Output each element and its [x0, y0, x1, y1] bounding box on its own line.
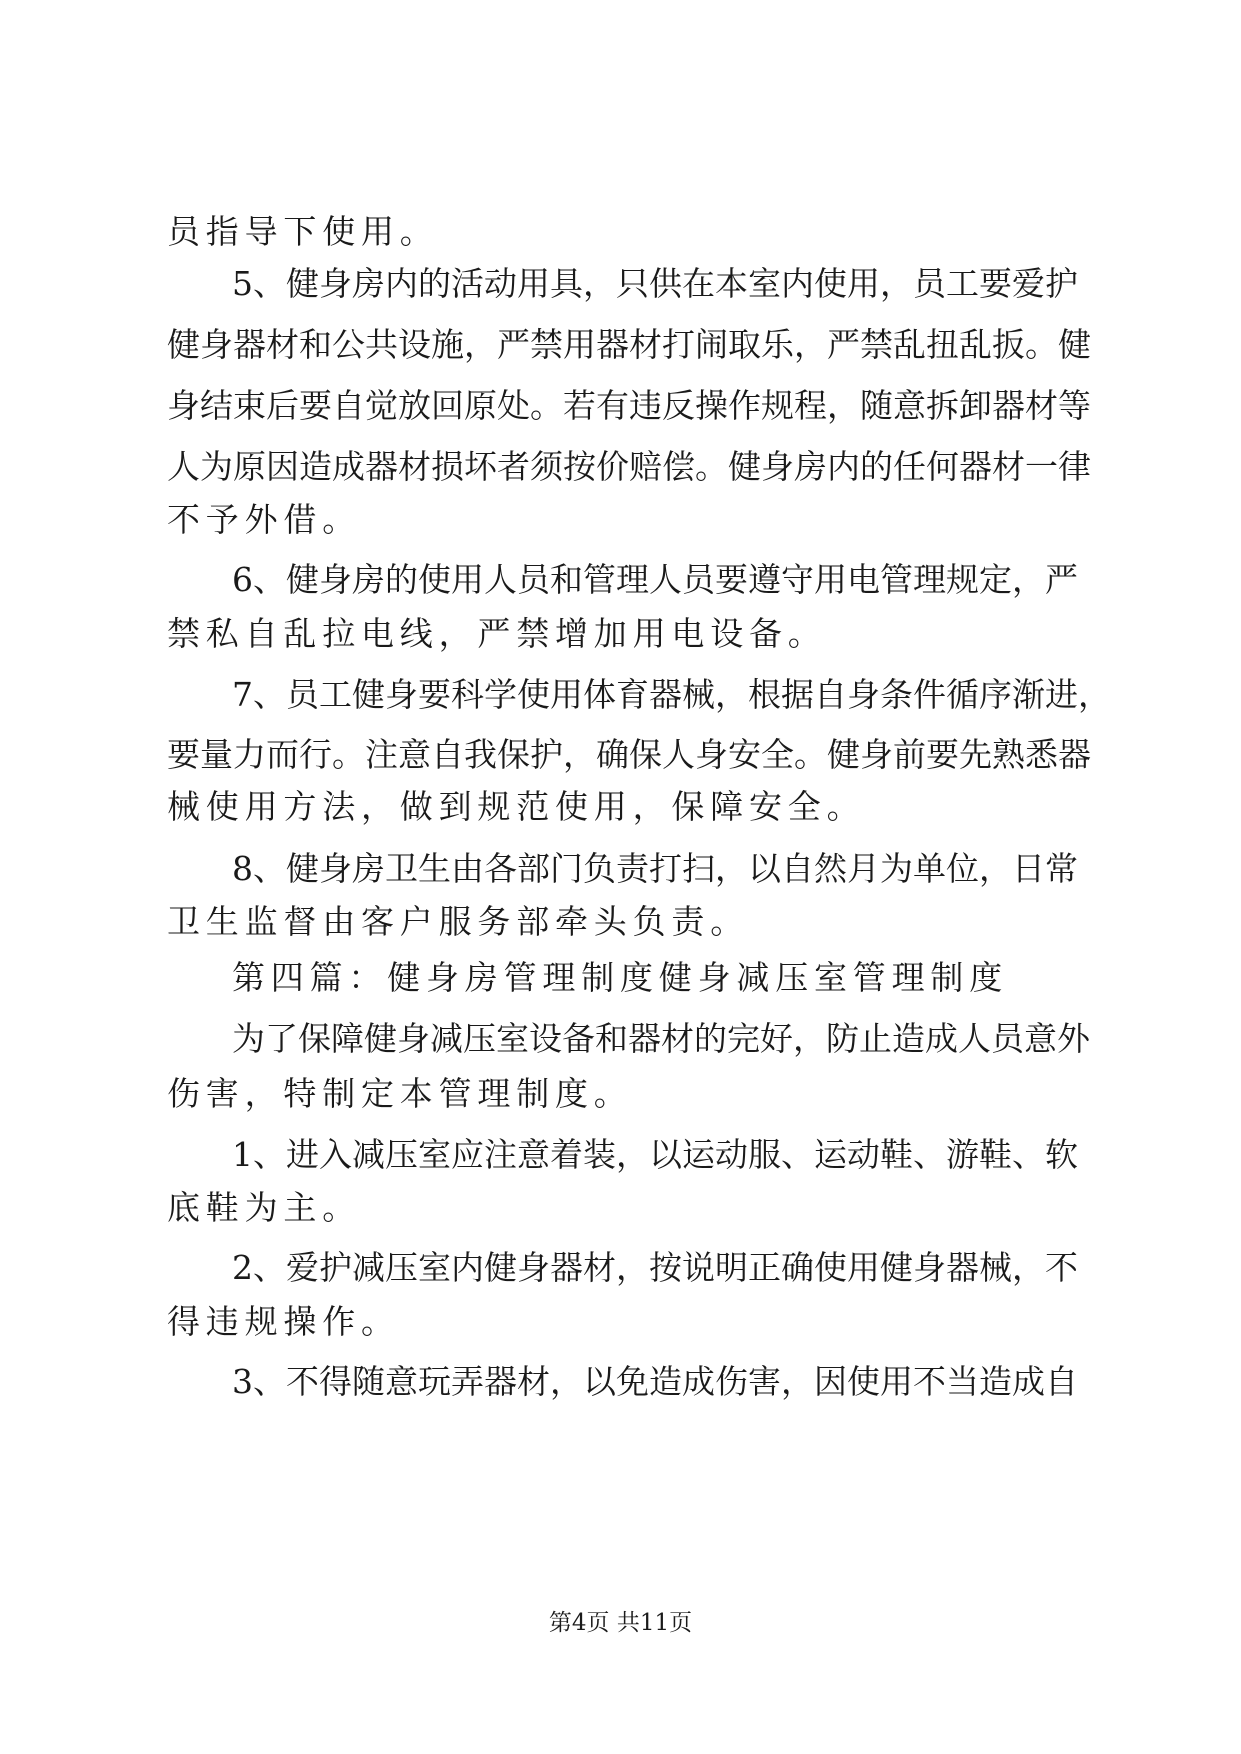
text-line: 要量力而行。注意自我保护，确保人身安全。健身前要先熟悉器: [167, 735, 1091, 774]
text-line: 底鞋为主。: [167, 1188, 361, 1227]
text-line: 械使用方法，做到规范使用，保障安全。: [167, 787, 866, 826]
text-line: 为了保障健身减压室设备和器材的完好，防止造成人员意外: [232, 1019, 1090, 1058]
section-heading: 第四篇：健身房管理制度健身减压室管理制度: [232, 958, 1008, 997]
text-line: 员指导下使用。: [167, 212, 439, 251]
page-number-footer: 第4页 共11页: [548, 1610, 693, 1636]
text-line: 卫生监督由客户服务部牵头负责。: [167, 902, 749, 941]
text-line: 不予外借。: [167, 500, 361, 539]
text-line: 8、健身房卫生由各部门负责打扫，以自然月为单位，日常: [232, 849, 1078, 888]
text-line: 2、爱护减压室内健身器材，按说明正确使用健身器械，不: [232, 1248, 1078, 1287]
text-line: 7、员工健身要科学使用体育器械，根据自身条件循序渐进，: [232, 675, 1111, 714]
text-line: 得违规操作。: [167, 1302, 400, 1341]
text-line: 伤害，特制定本管理制度。: [167, 1074, 633, 1113]
text-line: 6、健身房的使用人员和管理人员要遵守用电管理规定，严: [232, 560, 1078, 599]
text-line: 禁私自乱拉电线，严禁增加用电设备。: [167, 614, 827, 653]
text-line: 5、健身房内的活动用具，只供在本室内使用，员工要爱护: [232, 264, 1078, 303]
text-line: 身结束后要自觉放回原处。若有违反操作规程，随意拆卸器材等: [167, 386, 1091, 425]
text-line: 1、进入减压室应注意着装，以运动服、运动鞋、游鞋、软: [232, 1135, 1078, 1174]
text-line: 健身器材和公共设施，严禁用器材打闹取乐，严禁乱扭乱扳。健: [167, 325, 1091, 364]
text-line: 人为原因造成器材损坏者须按价赔偿。健身房内的任何器材一律: [167, 447, 1091, 486]
text-line: 3、不得随意玩弄器材，以免造成伤害，因使用不当造成自: [232, 1362, 1078, 1401]
